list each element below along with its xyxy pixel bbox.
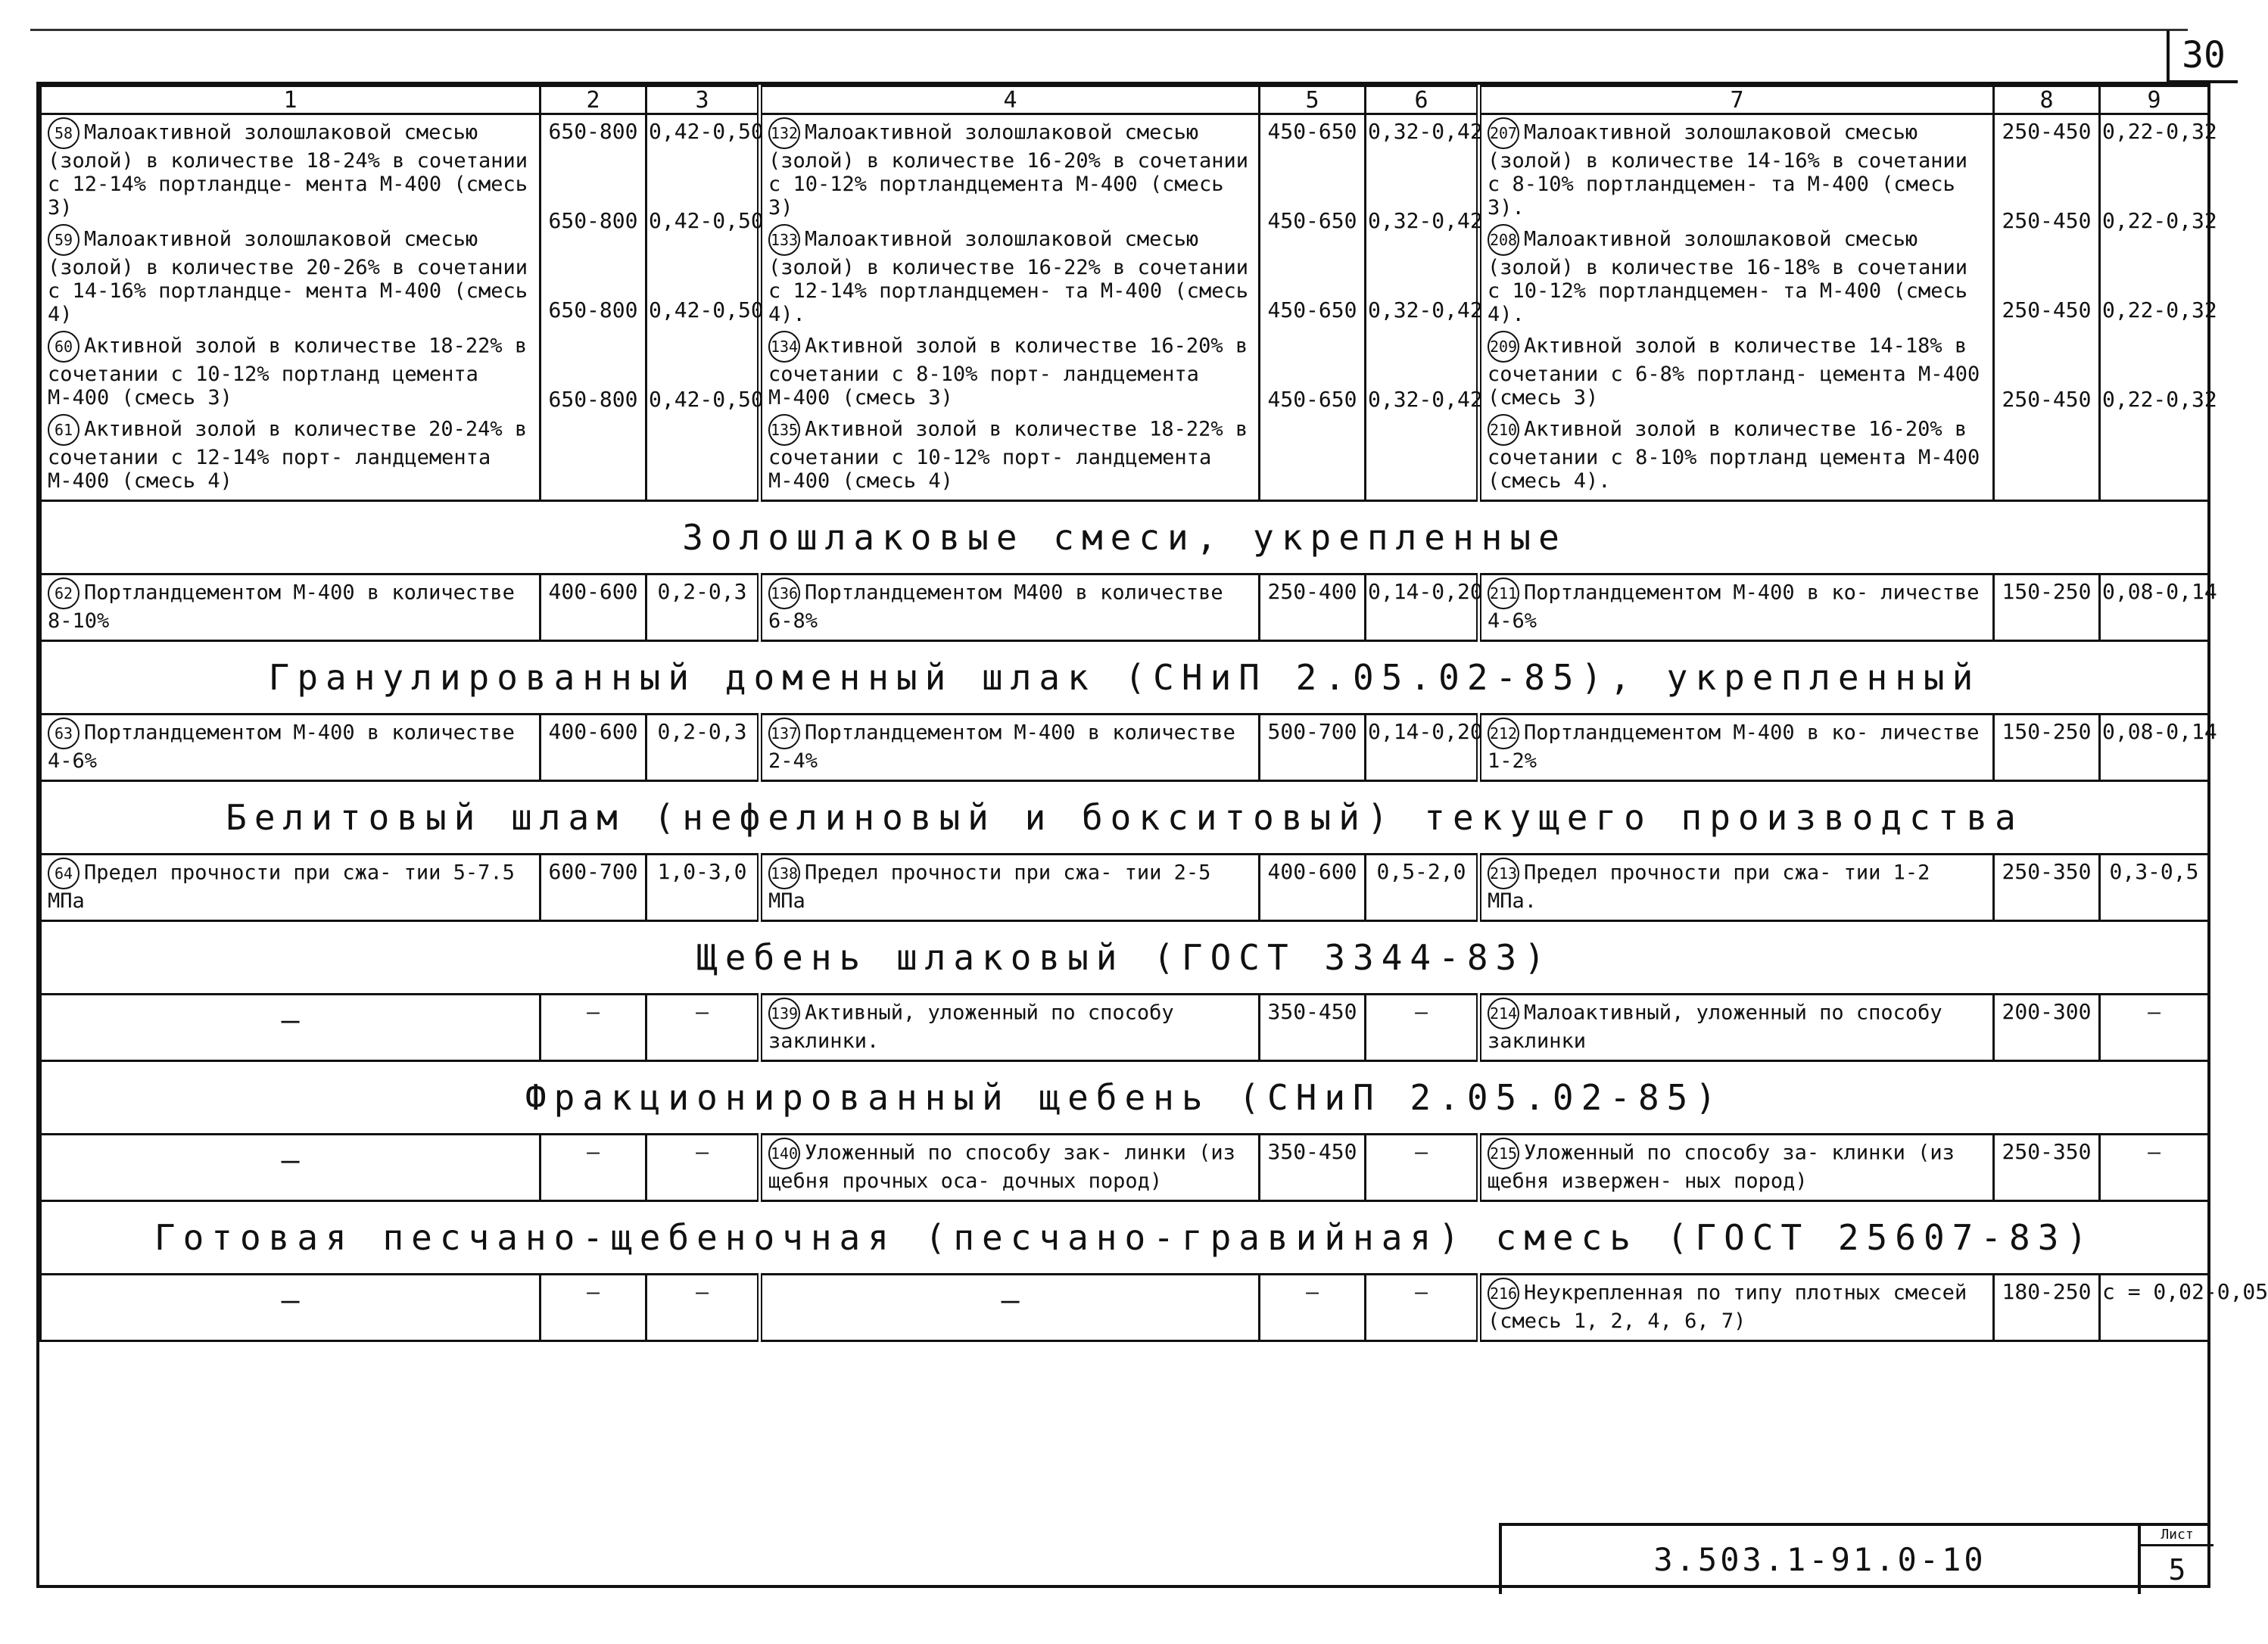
item-number-badge: 134: [768, 331, 800, 363]
table-row: [41, 715, 2209, 781]
entry: [48, 578, 533, 633]
item-description: Малоактивной золошлаковой смесью (золой) в количестве 18-24% в сочетании с 12-14% портландце- мента М-400 (смесь 3): [48, 120, 528, 220]
entry: [1488, 1138, 1986, 1193]
column-number-1: 1: [41, 86, 541, 114]
item-description: Портландцементом М-400 в ко- личестве 1-2%: [1488, 721, 1980, 773]
table-row: [41, 574, 2209, 641]
item-description: Активный, уложенный по способу заклинки.: [768, 1001, 1174, 1053]
cell-c8: 200-300: [1994, 995, 2100, 1061]
item-description: Уложенный по способу зак- линки (из щебня прочных оса- дочных пород): [768, 1141, 1235, 1193]
cell-c3: —: [646, 1275, 760, 1341]
entry: [768, 117, 1252, 220]
item-description: Малоактивный, уложенный по способу заклинки: [1488, 1001, 1942, 1053]
cell-c5: 250-400: [1260, 574, 1366, 641]
value-c6: 0,32-0,42: [1368, 208, 1483, 233]
cell-c5: —: [1260, 1275, 1366, 1341]
cell-c4: [760, 715, 1260, 781]
cell-c7: [1479, 855, 1994, 921]
cell-c6: 0,5-2,0: [1366, 855, 1479, 921]
section-title: Фракционированный щебень (СНиП 2.05.02-85): [41, 1061, 2209, 1135]
cell-c4: [760, 114, 1260, 501]
cell-c3: 0,2-0,3: [646, 574, 760, 641]
value-c8: 250-450: [2002, 297, 2092, 322]
cell-c7: [1479, 1275, 1994, 1341]
cell-c7: [1479, 574, 1994, 641]
item-number-badge: 132: [768, 117, 800, 149]
item-number-badge: 215: [1488, 1138, 1519, 1169]
section-title: Золошлаковые смеси, укрепленные: [41, 501, 2209, 574]
item-description: Предел прочности при сжа- тии 5-7.5 МПа: [48, 861, 515, 913]
entry: [1488, 718, 1986, 773]
item-description: Портландцементом М-400 в количестве 4-6%: [48, 721, 515, 773]
cell-c8: 250-350: [1994, 1135, 2100, 1201]
entry: [768, 858, 1252, 913]
value-c5: 450-650: [1267, 208, 1357, 233]
cell-c7: [1479, 114, 1994, 501]
cell-c1: [41, 1275, 541, 1341]
section-title-row: [41, 1201, 2209, 1275]
item-description: Активной золой в количестве 14-18% в сочетании с 6-8% портланд- цемента М-400 (смесь 3): [1488, 334, 1980, 409]
cell-c1: [41, 715, 541, 781]
item-description: Портландцементом М-400 в ко- личестве 4-6%: [1488, 581, 1980, 633]
entry: [1488, 998, 1986, 1053]
value-c3: 0,42-0,50: [649, 387, 764, 412]
cell-c9: —: [2100, 1135, 2209, 1201]
item-number-badge: 60: [48, 331, 79, 363]
item-number-badge: 211: [1488, 578, 1519, 609]
item-description: Малоактивной золошлаковой смесью (золой) в количестве 16-20% в сочетании с 10-12% портландцемента М-400 (смесь 3): [768, 120, 1248, 220]
cell-c9: 0,08-0,14: [2100, 574, 2209, 641]
item-description: Активной золой в количестве 16-20% в сочетании с 8-10% портланд цемента М-400 (смесь 4).: [1488, 417, 1980, 493]
cell-c2: 400-600: [541, 574, 646, 641]
item-number-badge: 208: [1488, 224, 1519, 256]
item-description: Активной золой в количестве 18-22% в сочетании с 10-12% портланд цемента М-400 (смесь 3): [48, 334, 528, 409]
cell-c2: 400-600: [541, 715, 646, 781]
section-title: Щебень шлаковый (ГОСТ 3344-83): [41, 921, 2209, 995]
column-number-3: 3: [646, 86, 760, 114]
entry: [768, 224, 1252, 326]
sheet-box: [2138, 1526, 2213, 1594]
item-number-badge: 214: [1488, 998, 1519, 1029]
item-number-badge: 62: [48, 578, 79, 609]
cell-c2: —: [541, 1275, 646, 1341]
cell-c1: [41, 995, 541, 1061]
cell-c5: 500-700: [1260, 715, 1366, 781]
entry: [1488, 331, 1986, 409]
value-c6: 0,32-0,42: [1368, 119, 1483, 144]
item-number-badge: 63: [48, 718, 79, 749]
cell-c1: [41, 574, 541, 641]
item-number-badge: 210: [1488, 414, 1519, 446]
header-row: [41, 86, 2209, 114]
cell-c4: [760, 574, 1260, 641]
cell-c3: 0,2-0,3: [646, 715, 760, 781]
cell-c2: 600-700: [541, 855, 646, 921]
cell-c6: 0,14-0,20: [1366, 574, 1479, 641]
item-description: Предел прочности при сжа- тии 2-5 МПа: [768, 861, 1211, 913]
cell-c5: 400-600: [1260, 855, 1366, 921]
entry: [1488, 224, 1986, 326]
item-description: Малоактивной золошлаковой смесью (золой) в количестве 16-22% в сочетании с 12-14% портландцемен- та М-400 (смесь 4).: [768, 227, 1248, 326]
item-description: Портландцементом М-400 в количестве 2-4%: [768, 721, 1235, 773]
section-title-row: [41, 781, 2209, 855]
item-description: Активной золой в количестве 16-20% в сочетании с 8-10% порт- ландцемента М-400 (смесь 3): [768, 334, 1248, 409]
cell-c3: 1,0-3,0: [646, 855, 760, 921]
entry: [48, 331, 533, 409]
cell-c9: [2100, 114, 2217, 501]
value-c2: 650-800: [548, 387, 638, 412]
item-number-badge: 136: [768, 578, 800, 609]
entry: [48, 224, 533, 326]
item-number-badge: 137: [768, 718, 800, 749]
value-c6: 0,32-0,42: [1368, 387, 1483, 412]
item-number-badge: 139: [768, 998, 800, 1029]
column-number-8: 8: [1994, 86, 2100, 114]
column-number-4: 4: [760, 86, 1260, 114]
cell-c3: [646, 114, 764, 501]
drawing-frame: [36, 82, 2268, 1588]
entry: [768, 718, 1252, 773]
cell-c1: [41, 855, 541, 921]
cell-c6: —: [1366, 1135, 1479, 1201]
cell-c8: [1994, 114, 2100, 501]
value-c8: 250-450: [2002, 119, 2092, 144]
item-number-badge: 213: [1488, 858, 1519, 889]
entry: [768, 331, 1252, 409]
cell-c6: 0,14-0,20: [1366, 715, 1479, 781]
section-title: Белитовый шлам (нефелиновый и бокситовый) текущего производства: [41, 781, 2209, 855]
item-description: Активной золой в количестве 20-24% в сочетании с 12-14% порт- ландцемента М-400 (смесь 4): [48, 417, 528, 493]
value-c9: 0,22-0,32: [2102, 208, 2217, 233]
entry: [1488, 578, 1986, 633]
entry: [1488, 1278, 1986, 1333]
table-row: [41, 995, 2209, 1061]
cell-c4: [760, 1275, 1260, 1341]
dash: —: [281, 1003, 300, 1038]
cell-c7: [1479, 995, 1994, 1061]
section-title-row: [41, 501, 2209, 574]
specification-table: [39, 85, 2268, 1342]
value-c6: 0,32-0,42: [1368, 297, 1483, 322]
cell-c3: —: [646, 995, 760, 1061]
cell-c8: 250-350: [1994, 855, 2100, 921]
value-c5: 450-650: [1267, 119, 1357, 144]
value-c3: 0,42-0,50: [649, 119, 764, 144]
cell-c6: —: [1366, 1275, 1479, 1341]
entry: [48, 858, 533, 913]
top-rule: [30, 29, 2188, 31]
cell-c1: [41, 114, 541, 501]
table-row: [41, 855, 2209, 921]
value-c9: 0,22-0,32: [2102, 119, 2217, 144]
cell-c9: 0,08-0,14: [2100, 715, 2209, 781]
sheet-label: Лист: [2141, 1526, 2213, 1546]
table-row: [41, 1275, 2209, 1341]
document-code: 3.503.1-91.0-10: [1653, 1541, 1986, 1578]
cell-c9: с = 0,02-0,05: [2100, 1275, 2209, 1341]
cell-c9: 0,3-0,5: [2100, 855, 2209, 921]
cell-c8: 150-250: [1994, 574, 2100, 641]
entry: [768, 414, 1252, 493]
item-description: Портландцементом М-400 в количестве 8-10%: [48, 581, 515, 633]
entry: [1488, 414, 1986, 493]
section-title-row: [41, 641, 2209, 715]
cell-c8: 150-250: [1994, 715, 2100, 781]
entry: [1488, 117, 1986, 220]
value-c8: 250-450: [2002, 208, 2092, 233]
cell-c1: [41, 1135, 541, 1201]
table-row: [41, 114, 2209, 501]
entry: [48, 414, 533, 493]
item-number-badge: 59: [48, 224, 79, 256]
section-title: Готовая песчано-щебеночная (песчано-гравийная) смесь (ГОСТ 25607-83): [41, 1201, 2209, 1275]
cell-c3: —: [646, 1135, 760, 1201]
cell-c2: —: [541, 1135, 646, 1201]
cell-c4: [760, 1135, 1260, 1201]
value-c3: 0,42-0,50: [649, 208, 764, 233]
value-c8: 250-450: [2002, 387, 2092, 412]
item-number-badge: 133: [768, 224, 800, 256]
cell-c5: 350-450: [1260, 995, 1366, 1061]
item-description: Предел прочности при сжа- тии 1-2 МПа.: [1488, 861, 1930, 913]
column-number-2: 2: [541, 86, 646, 114]
item-number-badge: 138: [768, 858, 800, 889]
section-title: Гранулированный доменный шлак (СНиП 2.05.02-85), укрепленный: [41, 641, 2209, 715]
item-number-badge: 61: [48, 414, 79, 446]
cell-c6: —: [1366, 995, 1479, 1061]
item-number-badge: 135: [768, 414, 800, 446]
cell-c2: —: [541, 995, 646, 1061]
item-number-badge: 140: [768, 1138, 800, 1169]
value-c9: 0,22-0,32: [2102, 297, 2217, 322]
value-c2: 650-800: [548, 208, 638, 233]
table-row: [41, 1135, 2209, 1201]
section-title-row: [41, 1061, 2209, 1135]
column-number-7: 7: [1479, 86, 1994, 114]
dash: —: [281, 1143, 300, 1178]
cell-c6: [1366, 114, 1483, 501]
title-block: [1499, 1523, 2210, 1594]
entry: [1488, 858, 1986, 913]
item-number-badge: 58: [48, 117, 79, 149]
cell-c9: —: [2100, 995, 2209, 1061]
item-number-badge: 64: [48, 858, 79, 889]
column-number-5: 5: [1260, 86, 1366, 114]
cell-c7: [1479, 715, 1994, 781]
entry: [768, 998, 1252, 1053]
item-description: Малоактивной золошлаковой смесью (золой) в количестве 16-18% в сочетании с 10-12% портландцемен- та М-400 (смесь 4).: [1488, 227, 1967, 326]
item-description: Малоактивной золошлаковой смесью (золой) в количестве 20-26% в сочетании с 14-16% портландце- мента М-400 (смесь 4): [48, 227, 528, 326]
value-c9: 0,22-0,32: [2102, 387, 2217, 412]
page-number: 30: [2167, 30, 2238, 83]
dash: —: [281, 1283, 300, 1318]
cell-c5: [1260, 114, 1366, 501]
value-c3: 0,42-0,50: [649, 297, 764, 322]
item-description: Уложенный по способу за- клинки (из щебня извержен- ных пород): [1488, 1141, 1955, 1193]
item-description: Малоактивной золошлаковой смесью (золой) в количестве 14-16% в сочетании с 8-10% портландцемен- та М-400 (смесь 3).: [1488, 120, 1967, 220]
cell-c8: 180-250: [1994, 1275, 2100, 1341]
value-c2: 650-800: [548, 297, 638, 322]
column-number-6: 6: [1366, 86, 1479, 114]
item-number-badge: 212: [1488, 718, 1519, 749]
cell-c7: [1479, 1135, 1994, 1201]
dash: —: [1001, 1283, 1020, 1318]
cell-c5: 350-450: [1260, 1135, 1366, 1201]
entry: [48, 117, 533, 220]
cell-c2: [541, 114, 646, 501]
cell-c4: [760, 855, 1260, 921]
entry: [768, 578, 1252, 633]
entry: [768, 1138, 1252, 1193]
value-c5: 450-650: [1267, 297, 1357, 322]
entry: [48, 718, 533, 773]
value-c2: 650-800: [548, 119, 638, 144]
item-description: Активной золой в количестве 18-22% в сочетании с 10-12% порт- ландцемента М-400 (смесь 4): [768, 417, 1248, 493]
cell-c4: [760, 995, 1260, 1061]
item-number-badge: 207: [1488, 117, 1519, 149]
item-number-badge: 216: [1488, 1278, 1519, 1309]
item-description: Портландцементом М400 в количестве 6-8%: [768, 581, 1223, 633]
value-c5: 450-650: [1267, 387, 1357, 412]
section-title-row: [41, 921, 2209, 995]
item-number-badge: 209: [1488, 331, 1519, 363]
sheet-number: 5: [2168, 1553, 2186, 1586]
item-description: Неукрепленная по типу плотных смесей (смесь 1, 2, 4, 6, 7): [1488, 1281, 1967, 1333]
column-number-9: 9: [2100, 86, 2209, 114]
